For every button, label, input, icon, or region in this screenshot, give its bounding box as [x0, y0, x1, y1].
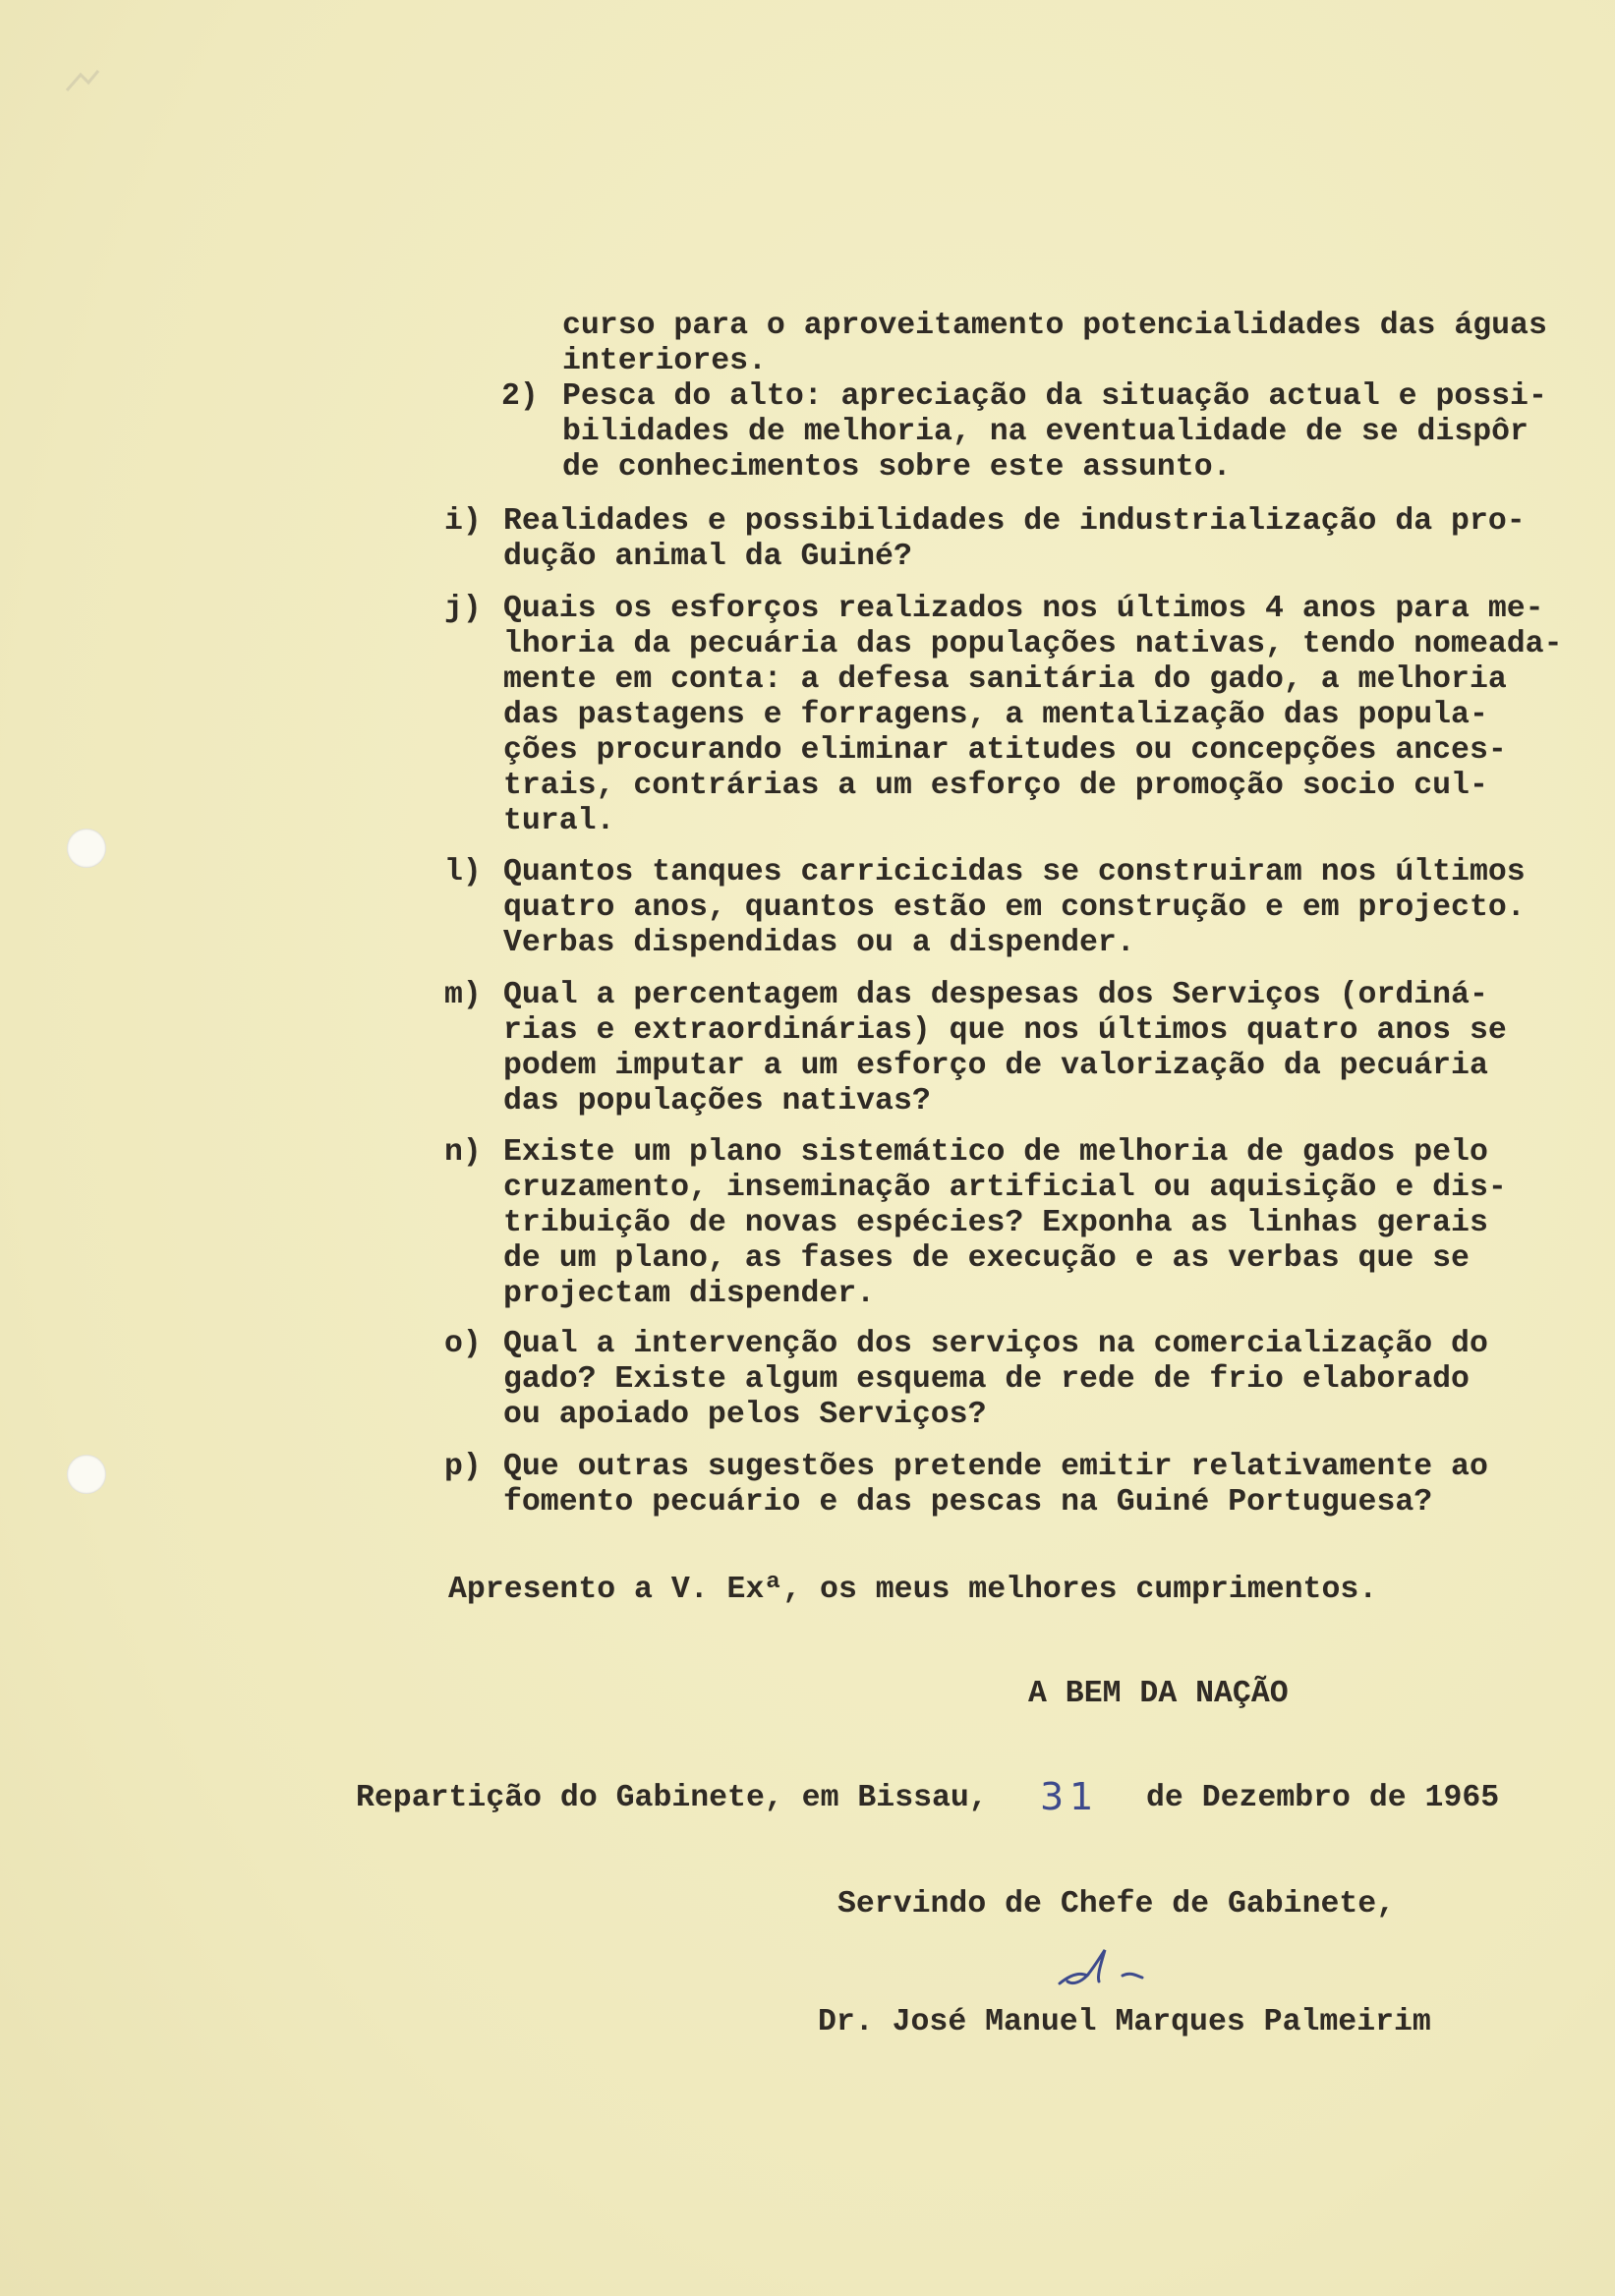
- item-2-line-2: bilidades de melhoria, na eventualidade de se dispôr: [562, 415, 1528, 449]
- item-n-line-2: cruzamento, inseminação artificial ou aquisição e dis-: [503, 1171, 1507, 1205]
- item-2-line-1: Pesca do alto: apreciação da situação actual e possi-: [562, 379, 1547, 414]
- punch-hole-upper: [67, 829, 106, 868]
- handwritten-day: 31: [1040, 1775, 1100, 1818]
- item-j-line-6: trais, contrárias a um esforço de promoção socio cul-: [503, 769, 1488, 803]
- item-o-line-1: Qual a intervenção dos serviços na comercialização do: [503, 1327, 1488, 1361]
- item-j-line-1: Quais os esforços realizados nos últimos 4 anos para me-: [503, 592, 1544, 626]
- item-j-line-7: tural.: [503, 804, 615, 838]
- item-2-line-3: de conhecimentos sobre este assunto.: [562, 450, 1232, 485]
- item-2-label: 2): [501, 379, 539, 414]
- item-i-label: i): [444, 504, 482, 539]
- punch-hole-lower: [67, 1455, 106, 1494]
- item-l-line-2: quatro anos, quantos estão em construção e em projecto.: [503, 890, 1526, 925]
- item-l-line-1: Quantos tanques carricicidas se construiram nos últimos: [503, 855, 1526, 890]
- item-j-line-5: ções procurando eliminar atitudes ou concepções ances-: [503, 733, 1507, 768]
- item-i-line-2: dução animal da Guiné?: [503, 540, 912, 574]
- item-j-line-3: mente em conta: a defesa sanitária do gado, a melhoria: [503, 662, 1507, 697]
- item-p-line-2: fomento pecuário e das pescas na Guiné Portuguesa?: [503, 1485, 1433, 1520]
- item-o-line-2: gado? Existe algum esquema de rede de frio elaborado: [503, 1362, 1470, 1397]
- intro-line-1: curso para o aproveitamento potencialidades das águas: [562, 309, 1547, 343]
- item-n-line-4: de um plano, as fases de execução e as verbas que se: [503, 1241, 1470, 1276]
- item-m-line-4: das populações nativas?: [503, 1084, 931, 1119]
- item-o-line-3: ou apoiado pelos Serviços?: [503, 1398, 987, 1432]
- item-p-line-1: Que outras sugestões pretende emitir relativamente ao: [503, 1450, 1488, 1484]
- item-n-label: n): [444, 1135, 482, 1170]
- item-j-line-2: lhoria da pecuária das populações nativas, tendo nomeada-: [503, 627, 1563, 661]
- date-prefix: Repartição do Gabinete, em Bissau,: [356, 1781, 988, 1815]
- item-l-label: l): [444, 855, 482, 890]
- item-j-line-4: das pastagens e forragens, a mentalização das popula-: [503, 698, 1488, 732]
- item-n-line-1: Existe um plano sistemático de melhoria de gados pelo: [503, 1135, 1488, 1170]
- signature-icon: [1052, 1946, 1160, 1995]
- intro-line-2: interiores.: [562, 344, 767, 378]
- closing-line: Apresento a V. Exª, os meus melhores cumprimentos.: [448, 1573, 1378, 1607]
- item-m-line-1: Qual a percentagem das despesas dos Serviços (ordiná-: [503, 978, 1488, 1012]
- item-o-label: o): [444, 1327, 482, 1361]
- signatory-name: Dr. José Manuel Marques Palmeirim: [818, 2005, 1431, 2039]
- item-i-line-1: Realidades e possibilidades de industrialização da pro-: [503, 504, 1526, 539]
- item-n-line-5: projectam dispender.: [503, 1277, 876, 1311]
- item-m-line-3: podem imputar a um esforço de valorização da pecuária: [503, 1049, 1488, 1083]
- item-p-label: p): [444, 1450, 482, 1484]
- item-l-line-3: Verbas dispendidas ou a dispender.: [503, 926, 1135, 960]
- item-n-line-3: tribuição de novas espécies? Exponha as linhas gerais: [503, 1206, 1488, 1240]
- motto: A BEM DA NAÇÃO: [1028, 1677, 1289, 1711]
- signatory-role: Servindo de Chefe de Gabinete,: [837, 1887, 1396, 1922]
- paper-mark-icon: [59, 61, 108, 100]
- item-m-line-2: rias e extraordinárias) que nos últimos quatro anos se: [503, 1013, 1507, 1048]
- item-j-label: j): [444, 592, 482, 626]
- date-suffix: de Dezembro de 1965: [1146, 1781, 1500, 1815]
- item-m-label: m): [444, 978, 482, 1012]
